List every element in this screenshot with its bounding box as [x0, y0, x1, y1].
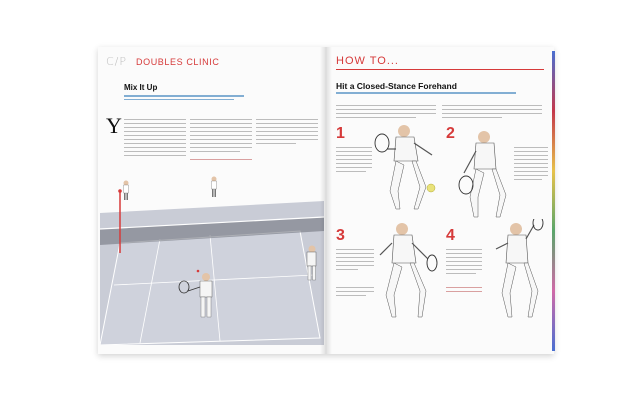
- spine-gutter: [320, 47, 332, 354]
- player-far-left: [124, 181, 129, 201]
- step-number-1: 1: [336, 125, 345, 142]
- article-title: Mix It Up: [124, 83, 158, 92]
- step-4-illustration: [486, 219, 550, 319]
- tennis-ball-icon: [426, 183, 436, 193]
- section-label: DOUBLES CLINIC: [136, 57, 220, 67]
- step-number-3: 3: [336, 227, 345, 244]
- section-label-howto: HOW TO...: [336, 55, 399, 67]
- step-number-4: 4: [446, 227, 455, 244]
- header-rule: [336, 69, 544, 70]
- step-2-illustration: [458, 127, 514, 219]
- doubles-court-illustration: [100, 173, 324, 345]
- left-page: [98, 47, 326, 354]
- magazine-spread: [98, 47, 554, 354]
- step-number-2: 2: [446, 125, 455, 142]
- article-title-forehand: Hit a Closed-Stance Forehand: [336, 81, 457, 91]
- article-deck: [124, 93, 254, 100]
- step-1-illustration: [374, 121, 438, 211]
- right-page: [326, 47, 554, 354]
- step-3-illustration: [374, 219, 438, 319]
- cp-logo: C/P: [106, 55, 128, 68]
- article-deck-forehand: [336, 92, 526, 94]
- player-far-right: [212, 177, 217, 198]
- drop-cap: Y: [106, 113, 122, 138]
- page-edge-stack: [552, 51, 555, 351]
